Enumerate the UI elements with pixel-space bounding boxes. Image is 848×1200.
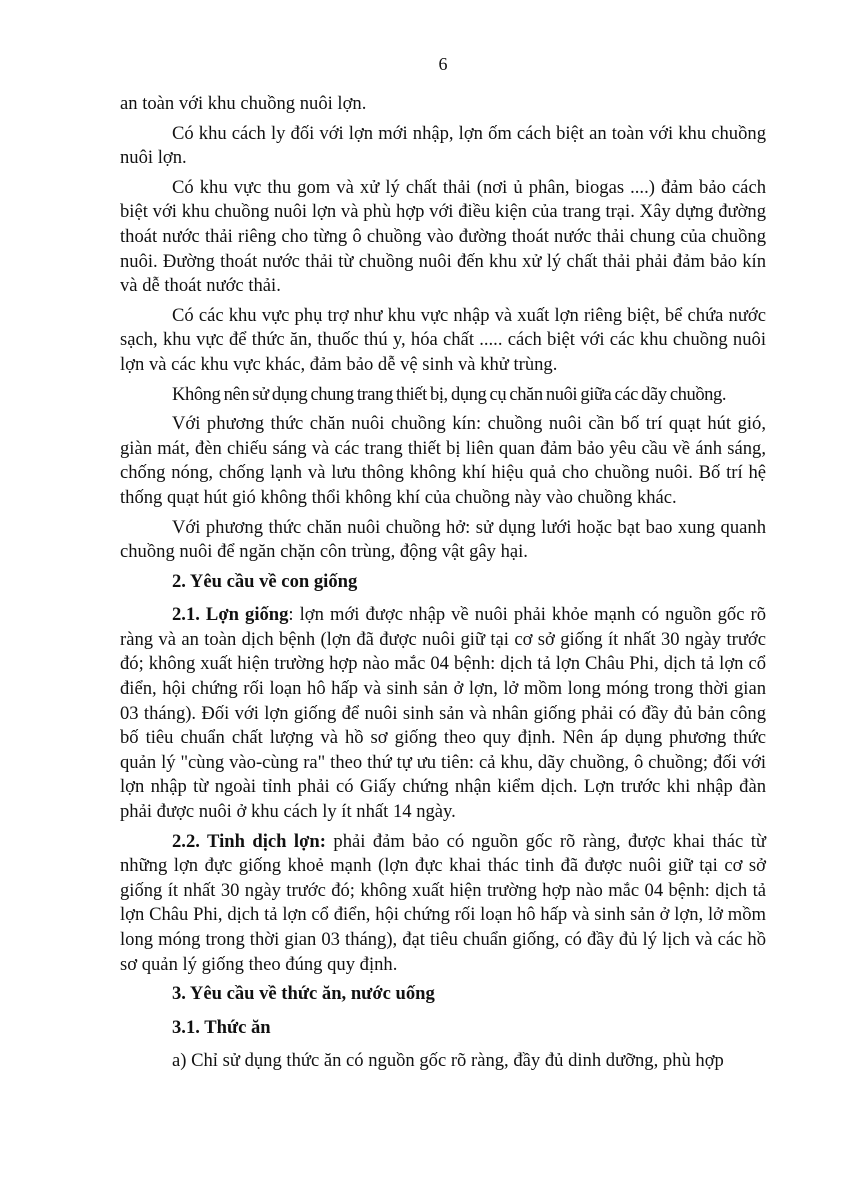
page-number: 6 [438, 54, 448, 74]
paragraph-feed-item-a: a) Chỉ sử dụng thức ăn có nguồn gốc rõ ràng, đầy đủ dinh dưỡng, phù hợp [172, 1050, 724, 1072]
subsection-label-pig-semen: 2.2. Tinh dịch lợn: [172, 830, 326, 852]
paragraph-auxiliary-areas: Có các khu vực phụ trợ như khu vực nhập và xuất lợn riêng biệt, bể chứa nước sạch, khu vực để thức ăn, thuốc thú y, hóa chất ..... cách biệt với các khu chuồng nuôi lợn và các khu vực khác, đảm bảo dễ vệ sinh và khử trùng. [120, 304, 766, 375]
section-heading-feed-water: 3. Yêu cầu về thức ăn, nước uống [172, 983, 435, 1005]
subsection-text-breeding-pigs: : lợn mới được nhập về nuôi phải khỏe mạnh có nguồn gốc rõ ràng và an toàn dịch bệnh (lợn đã được nuôi giữ tại cơ sở giống ít nhất 30 ngày trước đó; không xuất hiện trường hợp nào mắc 04 bệnh: dịch tả lợn Châu Phi, dịch tả lợn cổ điển, hội chứng rối loạn hô hấp và sinh sản ở lợn, lở mồm long móng trong thời gian 03 tháng). Đối với lợn giống để nuôi sinh sản và nhân giống phải có đầy đủ bản công bố tiêu chuẩn chất lượng và hồ sơ giống theo quy định. Nên áp dụng phương thức quản lý "cùng vào-cùng ra" theo thứ tự ưu tiên: cả khu, dãy chuồng, ô chuồng; đối với lợn nhập từ ngoài tỉnh phải có Giấy chứng nhận kiểm dịch. Lợn trước khi nhập đàn phải được nuôi ở khu cách ly ít nhất 14 ngày. [120, 604, 766, 823]
paragraph-shared-equipment: Không nên sử dụng chung trang thiết bị, dụng cụ chăn nuôi giữa các dãy chuồng. [172, 383, 727, 405]
paragraph-open-barn: Với phương thức chăn nuôi chuồng hở: sử dụng lưới hoặc bạt bao xung quanh chuồng nuôi để ngăn chặn côn trùng, động vật gây hại. [120, 516, 766, 563]
paragraph-pig-semen [120, 830, 766, 978]
paragraph-closed-barn: Với phương thức chăn nuôi chuồng kín: chuồng nuôi cần bố trí quạt hút gió, giàn mát, đèn chiếu sáng và các trang thiết bị liên quan đảm bảo yêu cầu về ánh sáng, chống nóng, chống lạnh và lưu thông không khí hiệu quả cho chuồng nuôi. Bố trí hệ thống quạt hút gió không thổi không khí của chuồng này vào chuồng khác. [120, 413, 766, 508]
paragraph-continuation: an toàn với khu chuồng nuôi lợn. [120, 93, 367, 114]
paragraph-breeding-pigs [120, 603, 766, 824]
section-heading-breeding-stock: 2. Yêu cầu về con giống [172, 570, 358, 592]
subsection-text-pig-semen: phải đảm bảo có nguồn gốc rõ ràng, được khai thác từ những lợn đực giống khoẻ mạnh (lợn đực khai thác tinh đã được nuôi giữ tại cơ sở giống ít nhất 30 ngày trước đó; không xuất hiện trường hợp nào mắc 04 bệnh: dịch tả lợn Châu Phi, dịch tả lợn cổ điển, hội chứng rối loạn hô hấp và sinh sản ở lợn, lở mồm long móng trong thời gian 03 tháng), đạt tiêu chuẩn giống, có đầy đủ lý lịch và các hồ sơ quản lý giống theo đúng quy định. [120, 830, 766, 975]
subsection-heading-feed: 3.1. Thức ăn [172, 1016, 271, 1038]
paragraph-waste-area: Có khu vực thu gom và xử lý chất thải (nơi ủ phân, biogas ....) đảm bảo cách biệt với khu chuồng nuôi lợn và phù hợp với điều kiện của trang trại. Xây dựng đường thoát nước thải riêng cho từng ô chuồng vào đường thoát nước thải chung của chuồng nuôi. Đường thoát nước thải từ chuồng nuôi đến khu xử lý chất thải phải đảm bảo kín và dễ thoát nước thải. [120, 176, 766, 297]
subsection-label-breeding-pigs: 2.1. Lợn giống [172, 604, 289, 626]
paragraph-isolation-area: Có khu cách ly đối với lợn mới nhập, lợn ốm cách biệt an toàn với khu chuồng nuôi lợn. [120, 122, 766, 169]
